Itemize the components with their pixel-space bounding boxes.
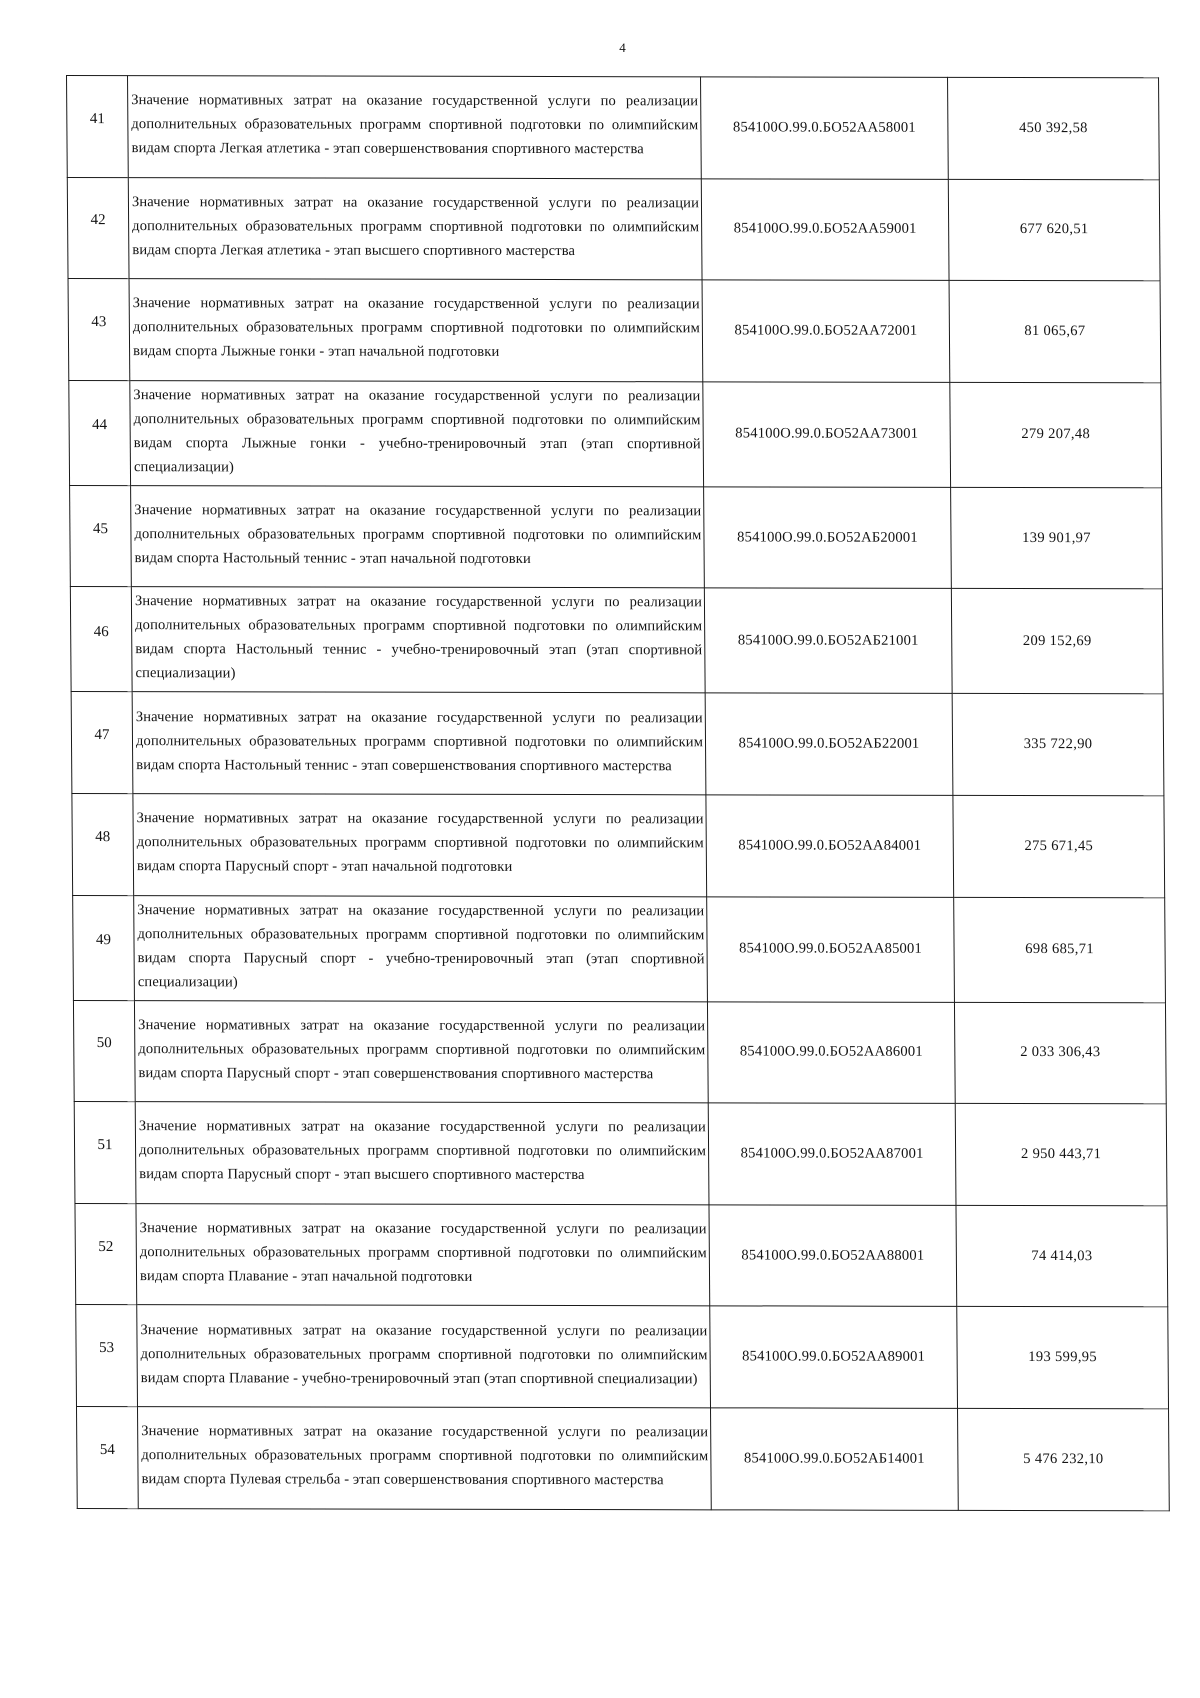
row-service-code: 854100О.99.0.БО52АА59001 [701,178,949,280]
row-cost-value: 698 685,71 [954,897,1166,1002]
row-service-code: 854100О.99.0.БО52АА85001 [707,896,955,1002]
row-service-code: 854100О.99.0.БО52АБ14001 [711,1408,959,1510]
row-number: 49 [73,895,135,1000]
row-description: Значение нормативных затрат на оказание государственной услуги по реализации дополнительных образовательных программ спортивной подготовки по олимпийским видам спорта Парусный спорт - этап совершенствования спортивного мастерства [134,1000,708,1103]
row-service-code: 854100О.99.0.БО52АА87001 [708,1103,956,1205]
row-cost-value: 279 207,48 [950,382,1162,487]
row-cost-value: 450 392,58 [948,77,1160,179]
row-number: 42 [67,177,129,279]
row-cost-value: 5 476 232,10 [958,1408,1170,1510]
table-row [67,76,1160,180]
row-service-code: 854100О.99.0.БО52АА89001 [710,1306,958,1408]
table-row [74,1102,1167,1206]
row-description: Значение нормативных затрат на оказание государственной услуги по реализации дополнительных образовательных программ спортивной подготовки по олимпийским видам спорта Парусный спорт - этап высшего спортивного мастерства [135,1102,709,1205]
row-number: 53 [76,1305,138,1407]
table-row [75,1203,1168,1307]
normative-costs-table [66,75,1170,1511]
row-number: 45 [70,485,132,587]
table-row [73,895,1166,1002]
row-cost-value: 2 950 443,71 [955,1104,1167,1206]
row-service-code: 854100О.99.0.БО52АБ21001 [704,588,952,694]
row-description: Значение нормативных затрат на оказание государственной услуги по реализации дополнительных образовательных программ спортивной подготовки по олимпийским видам спорта Настольный теннис - учебно-тренировочный этап (этап спортивной специализации) [131,587,705,693]
table-row [69,380,1162,487]
row-description: Значение нормативных затрат на оказание государственной услуги по реализации дополнительных образовательных программ спортивной подготовки по олимпийским видам спорта Пулевая стрельба - этап совершенствования спортивного мастерства [137,1407,711,1510]
table-row [72,793,1165,897]
row-service-code: 854100О.99.0.БО52АА73001 [703,382,951,488]
row-number: 46 [70,587,132,692]
row-cost-value: 2 033 306,43 [954,1002,1166,1104]
table-row [68,279,1161,383]
row-description: Значение нормативных затрат на оказание государственной услуги по реализации дополнительных образовательных программ спортивной подготовки по олимпийским видам спорта Парусный спорт - учебно-тренировочный этап (этап спортивной специализации) [134,895,708,1001]
row-description: Значение нормативных затрат на оказание государственной услуги по реализации дополнительных образовательных программ спортивной подготовки по олимпийским видам спорта Легкая атлетика - этап совершенствования спортивного мастерства [128,76,702,179]
row-cost-value: 139 901,97 [951,487,1163,589]
row-description: Значение нормативных затрат на оказание государственной услуги по реализации дополнительных образовательных программ спортивной подготовки по олимпийским видам спорта Настольный теннис - этап начальной подготовки [131,485,705,588]
row-description: Значение нормативных затрат на оказание государственной услуги по реализации дополнительных образовательных программ спортивной подготовки по олимпийским видам спорта Лыжные гонки - этап начальной подготовки [129,279,703,382]
row-service-code: 854100О.99.0.БО52АА72001 [702,280,950,382]
row-number: 51 [74,1102,136,1204]
row-description: Значение нормативных затрат на оказание государственной услуги по реализации дополнительных образовательных программ спортивной подготовки по олимпийским видам спорта Плавание - этап начальной подготовки [136,1203,710,1306]
row-service-code: 854100О.99.0.БО52АА84001 [706,795,954,897]
row-number: 43 [68,279,130,381]
table-row [76,1305,1169,1409]
row-description: Значение нормативных затрат на оказание государственной услуги по реализации дополнительных образовательных программ спортивной подготовки по олимпийским видам спорта Настольный теннис - этап совершенствования спортивного мастерства [132,692,706,795]
row-description: Значение нормативных затрат на оказание государственной услуги по реализации дополнительных образовательных программ спортивной подготовки по олимпийским видам спорта Плавание - учебно-тренировочный этап (этап спортивной специализации) [137,1305,711,1408]
row-number: 44 [69,380,131,485]
table-row [70,485,1163,589]
row-service-code: 854100О.99.0.БО52АА86001 [707,1001,955,1103]
row-service-code: 854100О.99.0.БО52АБ20001 [704,487,952,589]
row-cost-value: 81 065,67 [949,281,1161,383]
row-service-code: 854100О.99.0.БО52АБ22001 [705,693,953,795]
row-description: Значение нормативных затрат на оказание государственной услуги по реализации дополнительных образовательных программ спортивной подготовки по олимпийским видам спорта Парусный спорт - этап начальной подготовки [133,794,707,897]
row-number: 52 [75,1203,137,1305]
row-cost-value: 335 722,90 [952,694,1164,796]
table-row [73,1000,1166,1104]
table-row [67,177,1160,281]
row-number: 41 [67,76,129,178]
row-cost-value: 275 671,45 [953,795,1165,897]
row-description: Значение нормативных затрат на оказание государственной услуги по реализации дополнительных образовательных программ спортивной подготовки по олимпийским видам спорта Легкая атлетика - этап высшего спортивного мастерства [128,177,702,280]
row-number: 50 [73,1000,135,1102]
page-number: 4 [619,40,626,55]
table-row [71,692,1164,796]
row-service-code: 854100О.99.0.БО52АА88001 [709,1205,957,1307]
table-row [76,1406,1169,1510]
row-service-code: 854100О.99.0.БО52АА58001 [701,77,949,179]
row-cost-value: 193 599,95 [957,1307,1169,1409]
row-description: Значение нормативных затрат на оказание государственной услуги по реализации дополнительных образовательных программ спортивной подготовки по олимпийским видам спорта Лыжные гонки - учебно-тренировочный этап (этап спортивной специализации) [130,380,704,486]
row-number: 54 [76,1406,138,1508]
row-cost-value: 74 414,03 [956,1205,1168,1307]
row-number: 48 [72,793,134,895]
table-row [70,587,1163,694]
row-number: 47 [71,692,133,794]
row-cost-value: 209 152,69 [951,589,1163,694]
row-cost-value: 677 620,51 [948,179,1160,281]
